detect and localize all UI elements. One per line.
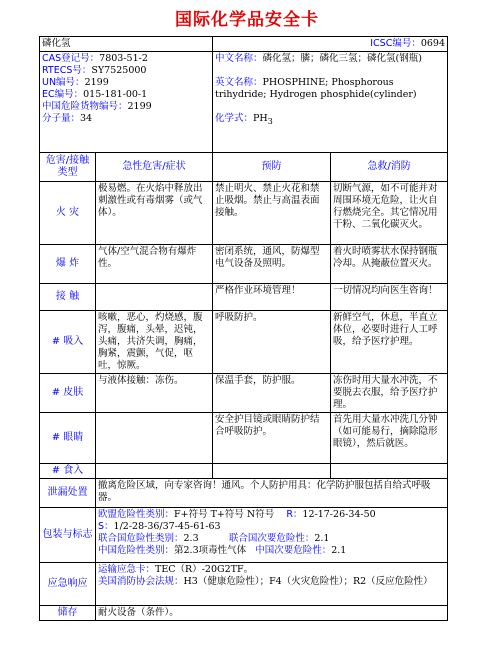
col-header-type: 危害/接触类型	[40, 153, 96, 182]
row-type-eyes: # 眼睛	[40, 413, 96, 464]
name-row	[40, 37, 448, 52]
icsc-number: ICSC编号：0694	[213, 37, 448, 52]
skin-prevention: 保温手套，防护服。	[213, 374, 331, 413]
explosion-prevention: 密闭系统，通风，防爆型电气设备及照明。	[213, 245, 331, 284]
hazard-row-skin	[40, 374, 448, 413]
un-number: UN编号：2199	[42, 77, 109, 88]
identifier-right	[213, 52, 448, 153]
packaging-content	[96, 508, 448, 563]
spill-text: 撤离危险区域，向专家咨询！通风。个人防护用具：化学防护服包括自给式呼吸器。	[96, 479, 448, 508]
column-header-row	[40, 153, 448, 182]
ingestion-prevention	[213, 464, 331, 479]
chemical-name: 磷化氢	[40, 37, 213, 52]
skin-hazard: 与液体接触：冻伤。	[96, 374, 213, 413]
eyes-prevention: 安全护目镜或眼睛防护结合呼吸防护。	[213, 413, 331, 464]
rtecs-number: RTECS号：SY7525000	[42, 65, 147, 76]
identifier-left	[40, 52, 213, 153]
molecular-weight: 分子量：34	[42, 113, 93, 124]
inhalation-hazard: 咳嗽，恶心，灼烧感，腹泻，腹痛，头晕，迟钝，头痛，共济失调，胸痛，胸紧，震颤，气促，呕吐，惊厥。	[96, 311, 213, 374]
safety-card-table	[39, 36, 448, 621]
cn-dangerous-goods-number: 中国危险货物编号：2199	[42, 101, 152, 112]
ingestion-hazard	[96, 464, 213, 479]
s-phrases: S：1/2-28-36/37-45-61-63	[98, 521, 221, 532]
emergency-row	[40, 563, 448, 606]
explosion-firstaid: 着火时喷雾状水保持钢瓶冷却。从掩蔽位置灭火。	[331, 245, 448, 284]
hazard-row-contact	[40, 284, 448, 311]
col-header-firstaid: 急救/消防	[331, 153, 448, 182]
eu-hazard-class: 欧盟危险性类别：F+符号 T+符号 N符号 R：12-17-26-34-50	[98, 509, 376, 520]
chinese-name: 中文名称：磷化氢；膦；磷化三氢；磷化氢(钢瓶)	[215, 53, 422, 64]
hazard-row-explosion	[40, 245, 448, 284]
hazard-row-fire	[40, 182, 448, 245]
hazard-row-inhalation	[40, 311, 448, 374]
row-type-contact: 接 触	[40, 284, 96, 311]
col-header-hazard: 急性危害/症状	[96, 153, 213, 182]
ingestion-firstaid	[331, 464, 448, 479]
emergency-content	[96, 563, 448, 606]
cas-number: CAS登记号：7803-51-2	[42, 53, 148, 64]
storage-label: 储存	[40, 606, 96, 621]
contact-hazard	[96, 284, 213, 311]
nfpa-rating: 美国消防协会法规：H3（健康危险性）；F4（火灾危险性）；R2（反应危险性）	[98, 576, 433, 587]
explosion-hazard: 气体/空气混合物有爆炸性。	[96, 245, 213, 284]
page-title: 国际化学品安全卡	[175, 10, 319, 30]
skin-firstaid: 冻伤时用大量水冲洗，不要脱去衣服，给予医疗护理。	[331, 374, 448, 413]
col-header-prevention: 预防	[213, 153, 331, 182]
spill-label: 泄漏处置	[40, 479, 96, 508]
eyes-hazard	[96, 413, 213, 464]
cn-hazard-class: 中国危险性类别：第2.3项毒性气体 中国次要危险性：2.1	[98, 545, 347, 556]
inhalation-prevention: 呼吸防护。	[213, 311, 331, 374]
chemical-formula: 化学式：$PH_3$	[215, 113, 273, 126]
row-type-fire: 火 灾	[40, 182, 96, 245]
emergency-label: 应急响应	[40, 563, 96, 606]
identifier-row	[40, 52, 448, 153]
storage-text: 耐火设备（条件）。	[96, 606, 448, 621]
row-type-explosion: 爆 炸	[40, 245, 96, 284]
spill-row	[40, 479, 448, 508]
english-name: 英文名称：PHOSPHINE; Phosphorous trihydride; Hydrogen phosphide(cylinder)	[215, 77, 417, 100]
fire-prevention: 禁止明火、禁止火花和禁止吸烟。禁止与高温表面接触。	[213, 182, 331, 245]
contact-firstaid: 一切情况均向医生咨询！	[331, 284, 448, 311]
row-type-skin: # 皮肤	[40, 374, 96, 413]
eyes-firstaid: 首先用大量水冲洗几分钟（如可能易行，摘除隐形眼镜），然后就医。	[331, 413, 448, 464]
row-type-ingestion: # 食入	[40, 464, 96, 479]
row-type-inhalation: # 吸入	[40, 311, 96, 374]
transport-emergency-card: 运输应急卡：TEC（R）-20G2TF。	[98, 564, 254, 575]
packaging-label: 包装与标志	[40, 508, 96, 563]
un-hazard-class: 联合国危险性类别：2.3 联合国次要危险性：2.1	[98, 533, 330, 544]
hazard-row-ingestion	[40, 464, 448, 479]
fire-hazard: 极易燃。在火焰中释放出刺激性或有毒烟雾（或气体）。	[96, 182, 213, 245]
packaging-row	[40, 508, 448, 563]
hazard-row-eyes	[40, 413, 448, 464]
inhalation-firstaid: 新鲜空气，休息，半直立体位，必要时进行人工呼吸，给予医疗护理。	[331, 311, 448, 374]
fire-firstaid: 切断气源，如不可能并对周围环境无危险，让火自行燃烧完全。其它情况用干粉、二氧化碳灭火。	[331, 182, 448, 245]
storage-row	[40, 606, 448, 621]
ec-number: EC编号：015-181-00-1	[42, 89, 148, 100]
contact-prevention: 严格作业环境管理！	[213, 284, 331, 311]
